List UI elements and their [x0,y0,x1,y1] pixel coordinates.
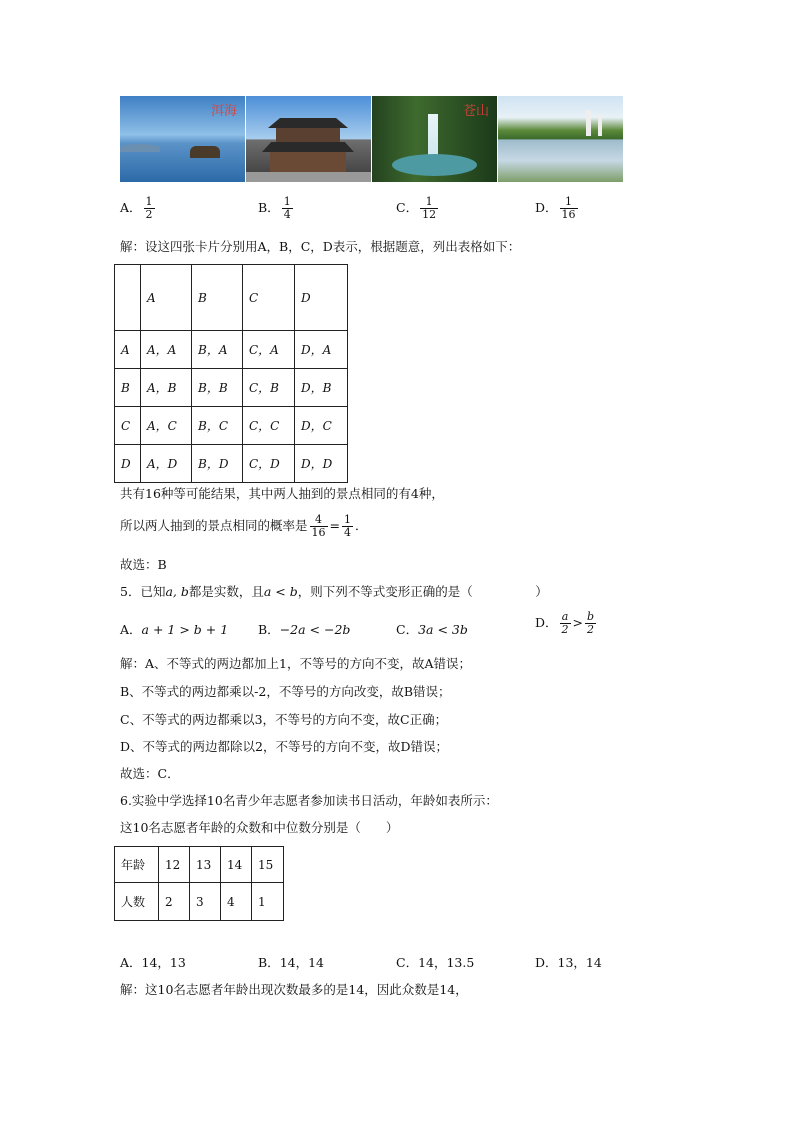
photo-caption: 苍山 [462,104,489,119]
table-row: 年龄 12 13 14 15 [115,847,284,883]
q4-line2: 所以两人抽到的景点相同的概率是 $\frac{4}{16}$ = $\frac{1}{4}$ ． [120,513,368,539]
q4-outcome-table: A B C D A A，A B，A C，A D，A B A，B B，B C，B D，B C A，C B，C C，C D，C D A，D B，D C，D D，D [114,264,348,483]
table-row: C A，C B，C C，C D，C [115,407,348,445]
q4-answer: 故选：B [120,557,167,572]
photo-caption: 洱海 [210,104,237,119]
q6-age-table [114,846,284,921]
q5-option-b: B．−2a < −2b [258,622,351,637]
q4-option-c: C． $\frac{1}{12}$ [396,195,437,221]
table-row: D A，D B，D C，D D，D [115,445,348,483]
q4-option-d: D． $\frac{1}{16}$ [535,195,576,221]
q4-line1: 共有16种等可能结果，其中两人抽到的景点相同的有4种， [120,486,444,501]
q5-option-c: C．3a < 3b [396,622,468,637]
q5-sol-1: 解：A、不等式的两边都加上1，不等号的方向不变，故A错误； [120,656,472,671]
photo-waterfall [372,96,497,182]
q5-option-a: A．a + 1 > b + 1 [120,622,229,637]
q6-option-b: B．14，14 [258,955,324,970]
q5-stem: 5．已知a, b都是实数，且a < b，则下列不等式变形正确的是（ ） [120,584,548,599]
photo-reflection [498,96,623,182]
q4-option-a: A． $\frac{1}{2}$ [120,195,153,221]
q4-option-b: B． $\frac{1}{4}$ [258,195,291,221]
q6-option-d: D．13，14 [535,955,602,970]
q6-solution: 解：这10名志愿者年龄出现次数最多的是14，因此众数是14， [120,982,468,997]
q5-sol-4: D、不等式的两边都除以2，不等号的方向不变，故D错误； [120,739,448,754]
table-row: 人数 2 3 4 1 [115,883,284,921]
q4-solution-intro: 解：设这四张卡片分别用A，B，C，D表示，根据题意，列出表格如下： [120,239,521,254]
q5-sol-3: C、不等式的两边都乘以3，不等号的方向不变，故C正确； [120,712,448,727]
table-row: B A，B B，B C，B D，B [115,369,348,407]
q5-sol-2: B、不等式的两边都乘以-2，不等号的方向改变，故B错误； [120,684,451,699]
q6-option-a: A．14，13 [120,955,186,970]
q6-stem2: 这10名志愿者年龄的众数和中位数分别是（ ） [120,820,399,835]
q6-option-c: C．14，13.5 [396,955,475,970]
photo-lake [120,96,245,182]
q5-answer: 故选：C． [120,766,180,781]
q5-option-d: D． $\frac{a}{2}$ > $\frac{b}{2}$ [535,610,595,636]
photo-pavilion [246,96,371,182]
table-row: A A，A B，A C，A D，A [115,331,348,369]
q6-stem1: 6.实验中学选择10名青少年志愿者参加读书日活动，年龄如表所示： [120,793,498,808]
